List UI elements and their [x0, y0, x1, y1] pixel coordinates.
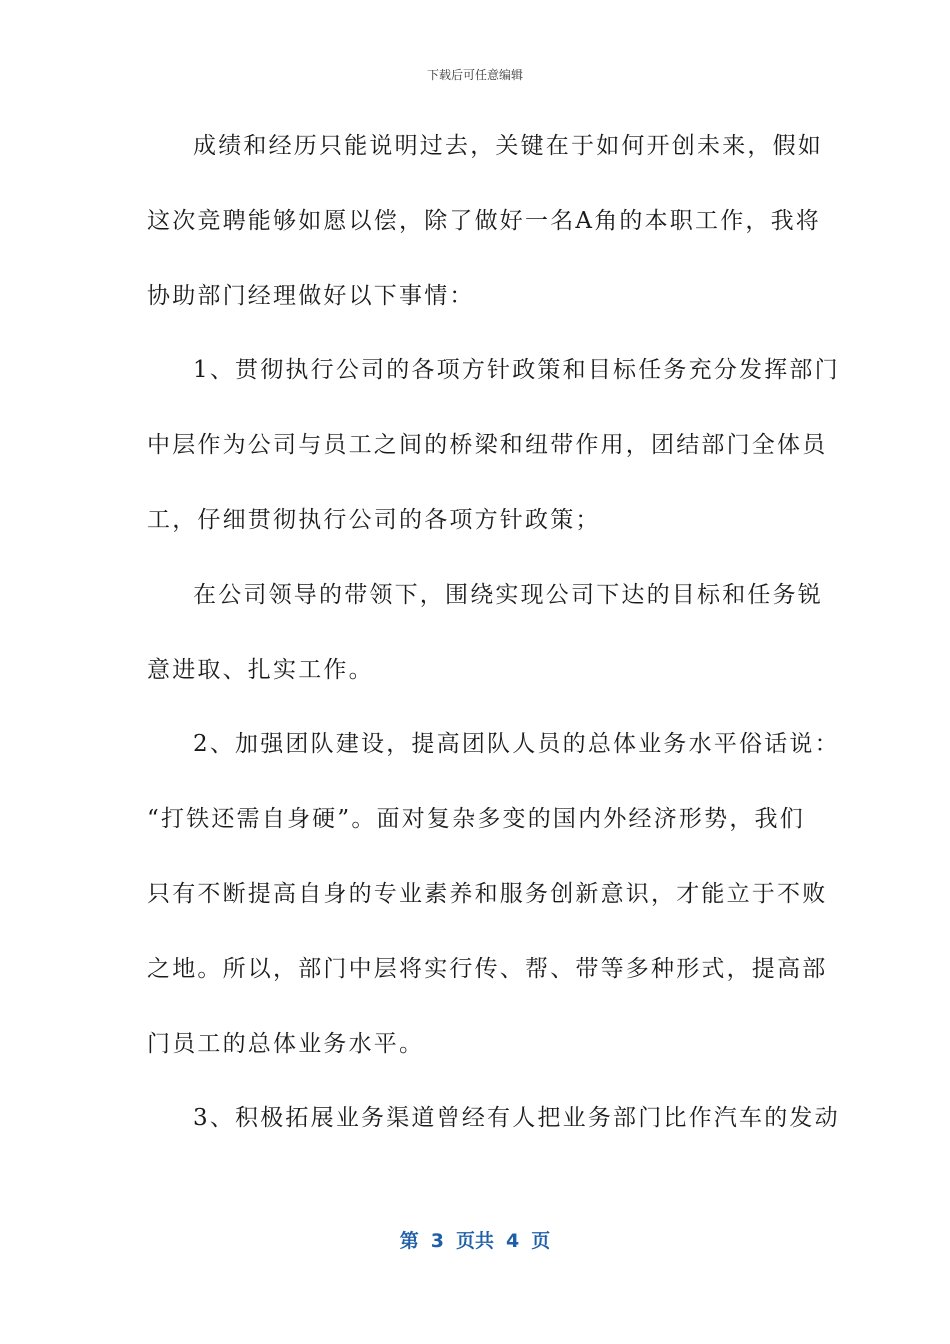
text-line: 工，仔细贯彻执行公司的各项方针政策； — [147, 506, 601, 533]
text-line: 中层作为公司与员工之间的桥梁和纽带作用，团结部门全体员 — [147, 432, 828, 459]
text-line: 协助部门经理做好以下事情： — [147, 282, 475, 309]
page-header-note: 下载后可任意编辑 — [426, 68, 523, 82]
page-prefix: 第 — [399, 1230, 419, 1252]
page-number-footer — [0, 1226, 950, 1253]
page-suffix: 页 — [531, 1230, 551, 1252]
text-line: 这次竞聘能够如愿以偿，除了做好一名A角的本职工作，我将 — [147, 207, 822, 234]
text-line: 在公司领导的带领下，围绕实现公司下达的目标和任务锐 — [193, 581, 823, 608]
current-page-number: 3 — [430, 1230, 444, 1252]
text-line: 之地。所以，部门中层将实行传、帮、带等多种形式，提高部 — [147, 955, 828, 982]
page-middle: 页共 — [455, 1230, 494, 1252]
text-line: “打铁还需自身硬”。面对复杂多变的国内外经济形势，我们 — [147, 806, 805, 833]
text-line: 3、积极拓展业务渠道曾经有人把业务部门比作汽车的发动 — [193, 1105, 840, 1132]
text-line: 只有不断提高自身的专业素养和服务创新意识，才能立于不败 — [147, 880, 828, 907]
text-line: 2、加强团队建设，提高团队人员的总体业务水平俗话说： — [193, 731, 840, 758]
text-line: 成绩和经历只能说明过去，关键在于如何开创未来，假如 — [193, 133, 823, 159]
total-pages-number: 4 — [506, 1230, 520, 1252]
text-line: 1、贯彻执行公司的各项方针政策和目标任务充分发挥部门 — [193, 357, 840, 384]
text-line: 意进取、扎实工作。 — [147, 656, 374, 683]
text-line: 门员工的总体业务水平。 — [147, 1030, 425, 1057]
document-body — [147, 121, 840, 1168]
